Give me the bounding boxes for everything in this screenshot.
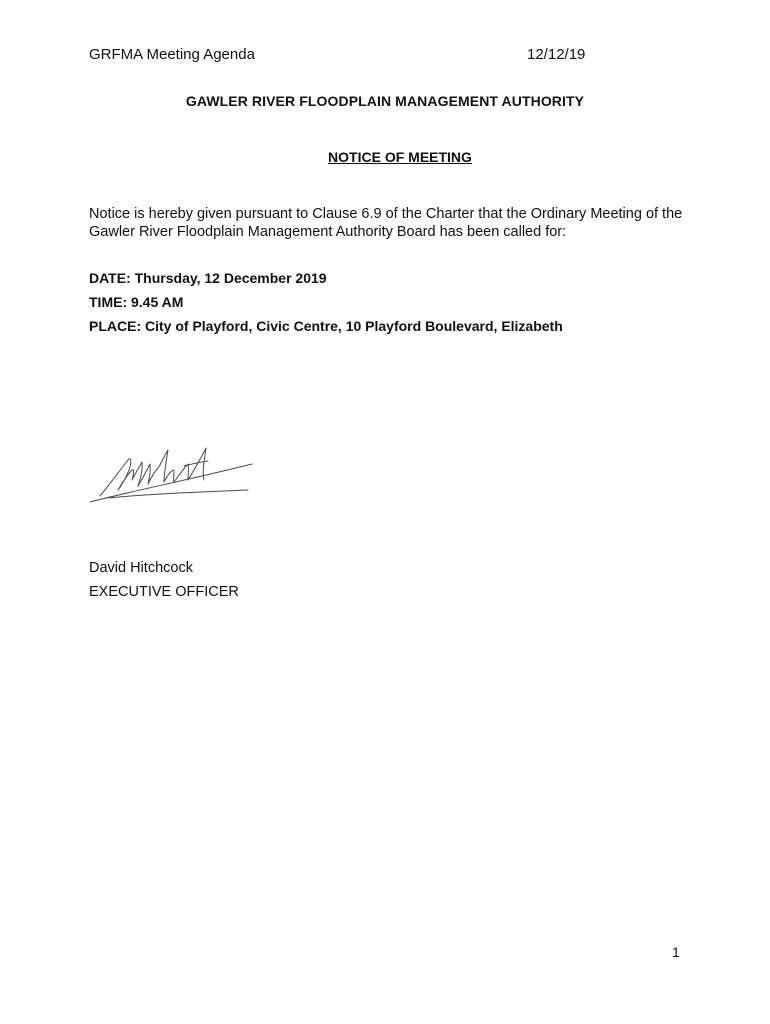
organisation-title: GAWLER RIVER FLOODPLAIN MANAGEMENT AUTHORITY (185, 93, 585, 109)
meeting-time: TIME: 9.45 AM (89, 294, 184, 310)
signatory-name: David Hitchcock (89, 560, 193, 576)
signature-image (88, 440, 258, 510)
intro-paragraph: Notice is hereby given pursuant to Clause 6.9 of the Charter that the Ordinary Meeting of the Gawler River Floodplain Management Authority Board has been called for: (89, 206, 683, 240)
meeting-date: DATE: Thursday, 12 December 2019 (89, 270, 327, 286)
notice-heading: NOTICE OF MEETING (328, 149, 472, 165)
signatory-role: EXECUTIVE OFFICER (89, 584, 239, 600)
header-date: 12/12/19 (527, 46, 586, 63)
header-title: GRFMA Meeting Agenda (89, 46, 255, 63)
page-number: 1 (672, 944, 680, 960)
meeting-place: PLACE: City of Playford, Civic Centre, 10 Playford Boulevard, Elizabeth (89, 318, 563, 334)
